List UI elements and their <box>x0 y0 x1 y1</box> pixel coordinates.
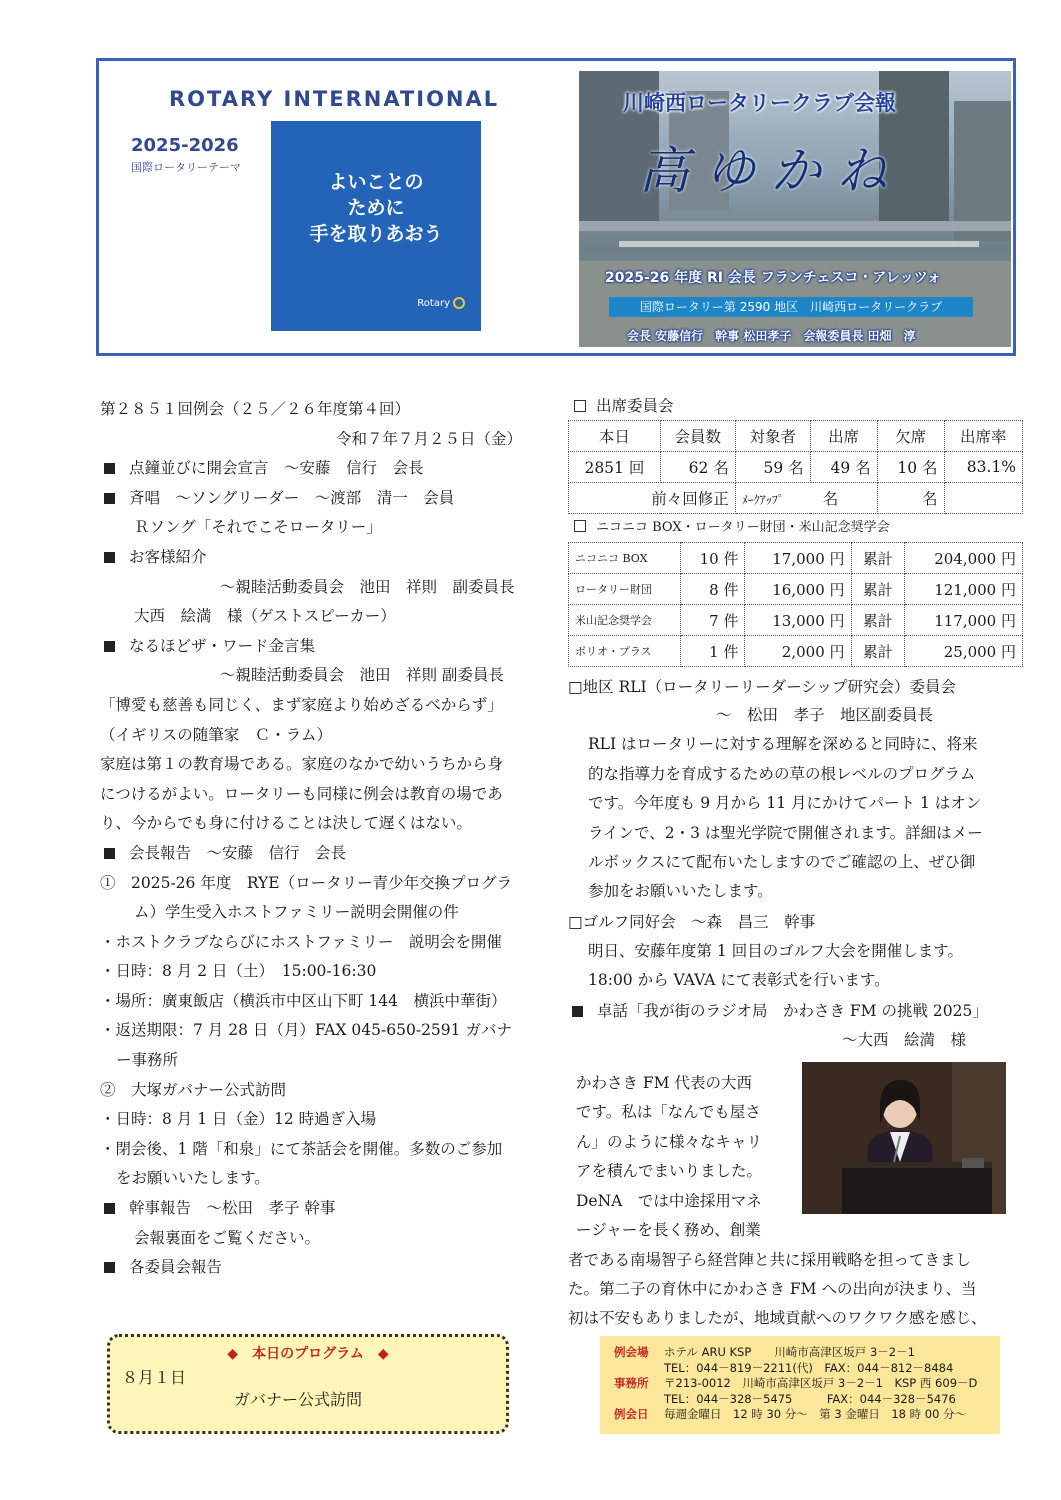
donation-row <box>569 543 1023 574</box>
district-bar: 国際ロータリー第 2590 地区 川崎西ロータリークラブ <box>609 297 973 317</box>
att-makeup-label: ﾒｰｸｱｯﾌﾟ <box>741 493 784 507</box>
minutes-line: 幹事報告 ～松田 孝子 幹事 <box>100 1194 545 1224</box>
theme-box <box>271 121 481 331</box>
text-line: た。第二子の育休中にかわさき FM への出向が決まり、当 <box>568 1279 977 1298</box>
donation-total-label: 累計 <box>851 636 905 667</box>
day-label: 例会日 <box>614 1407 649 1421</box>
minutes-line: ・返送期限：7 月 28 日（月）FAX 045-650-2591 ガバナ <box>100 1021 512 1040</box>
rli-title: □地区 RLI（ロータリーリーダーシップ研究会）委員会 <box>568 678 957 696</box>
minutes-line: 各委員会報告 <box>100 1253 545 1283</box>
att-makeup <box>735 483 877 514</box>
minutes-line: 会長報告 ～安藤 信行 会長 <box>100 839 545 869</box>
square-bullet-icon <box>572 1006 583 1017</box>
talk-speaker: ～大西 絵満 様 <box>842 1030 967 1049</box>
minutes-line: 第２８５１回例会（２５／２６年度第４回） <box>100 400 411 418</box>
talk-body-wide <box>568 1246 1023 1334</box>
theme-year: 2025-2026 <box>131 135 239 156</box>
minutes-line: ① 2025-26 年度 RYE（ロータリー青少年交換プログラ <box>100 873 513 892</box>
minutes-line: ・ホストクラブならびにホストファミリー 説明会を開催 <box>100 932 502 951</box>
donation-total-label: 累計 <box>851 605 905 636</box>
minutes-line: 会報裏面をご覧ください。 <box>134 1228 321 1247</box>
club-officers: 会長 安藤信行 幹事 松田孝子 会報委員長 田畑 淳 <box>627 329 916 343</box>
speaker-photo-illustration <box>802 1062 1006 1214</box>
donation-name: 米山記念奨学会 <box>569 605 681 636</box>
att-cell: 10 名 <box>877 452 944 483</box>
donation-count: 10 件 <box>680 543 745 574</box>
text-line: 参加をお願いいたします。 <box>588 882 773 901</box>
donation-row <box>569 605 1023 636</box>
donation-row <box>569 574 1023 605</box>
minutes-line: 大西 絵満 様（ゲストスピーカー） <box>134 607 396 626</box>
att-header: 会員数 <box>660 421 735 452</box>
square-bullet-icon <box>104 641 115 652</box>
minutes-line: ム）学生受入ホストファミリー説明会開催の件 <box>134 903 459 922</box>
checkbox-square-icon: □ <box>568 678 583 696</box>
office: 〒213-0012 川崎市高津区坂戸 3－2－1 KSP 西 609－D <box>664 1376 978 1390</box>
donation-amount: 17,000 円 <box>745 543 851 574</box>
donation-amount: 16,000 円 <box>745 574 851 605</box>
donation-total: 204,000 円 <box>905 543 1023 574</box>
rotary-logo <box>417 297 465 309</box>
donation-name: ロータリー財団 <box>569 574 681 605</box>
theme-label: 国際ロータリーテーマ <box>131 161 241 174</box>
text-line: DeNA では中途採用マネ <box>576 1191 762 1210</box>
meeting-day: 毎週金曜日 12 時 30 分～ 第 3 金曜日 18 時 00 分～ <box>664 1407 967 1421</box>
square-bullet-icon <box>104 552 115 563</box>
minutes-line: ・閉会後、1 階「和泉」にて茶話会を開催。多数のご参加 <box>100 1139 503 1158</box>
minutes-line: 家庭は第１の教育場である。家庭のなかで幼いうちから身 <box>100 755 504 774</box>
square-bullet-icon <box>104 848 115 859</box>
text-line: ルボックスにて配布いたしますのでご確認の上、ぜひ御 <box>588 853 976 872</box>
text-line: 明日、安藤年度第 1 回目のゴルフ大会を開催します。 <box>588 941 963 960</box>
newsletter-header <box>96 58 1016 356</box>
text-line: ラインで、2・3 は聖光学院で開催されます。詳細はメー <box>588 823 983 842</box>
program-item: ガバナー公式訪問 <box>234 1390 363 1409</box>
donations-table <box>568 542 1023 667</box>
square-bullet-icon <box>104 1203 115 1214</box>
donation-name: ニコニコ BOX <box>569 543 681 574</box>
minutes-line: 斉唱 ～ソングリーダー ～渡部 清一 会員 <box>100 484 545 514</box>
donation-count: 7 件 <box>680 605 745 636</box>
text-line: 初は不安もありましたが、地域貢献へのワクワク感を感じ、 <box>568 1309 987 1328</box>
minutes-line: なるほどザ・ワード金言集 <box>100 632 545 662</box>
minutes-line: ② 大塚ガバナー公式訪問 <box>100 1080 287 1099</box>
donation-total: 121,000 円 <box>905 574 1023 605</box>
minutes-line: ・日時：8 月 2 日（土） 15:00-16:30 <box>100 962 377 981</box>
donation-row <box>569 636 1023 667</box>
minutes-line: 令和７年７月２５日（金） <box>336 429 523 448</box>
donations-title: ニコニコ BOX・ロータリー財団・米山記念奨学会 <box>568 514 1023 542</box>
att-header: 欠席 <box>877 421 944 452</box>
donation-count: 1 件 <box>680 636 745 667</box>
donation-name: ポリオ・プラス <box>569 636 681 667</box>
donation-total: 25,000 円 <box>905 636 1023 667</box>
att-cell: 62 名 <box>660 452 735 483</box>
text-line: です。今年度も 9 月から 11 月にかけてパート 1 はオン <box>588 794 982 813</box>
club-script-title: 高ゆかね <box>639 142 903 200</box>
minutes-line: をお願いいたします。 <box>116 1169 270 1188</box>
club-info-box <box>600 1336 1000 1434</box>
checkbox-square-icon: □ <box>568 912 583 931</box>
att-cell: 2851 回 <box>569 452 661 483</box>
donation-total: 117,000 円 <box>905 605 1023 636</box>
att-absent-unit: 名 <box>877 483 944 514</box>
minutes-line: ～親睦活動委員会 池田 祥則 副委員長 <box>220 577 515 596</box>
att-header: 本日 <box>569 421 661 452</box>
text-line: かわさき FM 代表の大西 <box>576 1074 752 1093</box>
minutes-line: ・日時：8 月 1 日（金）12 時過ぎ入場 <box>100 1110 377 1129</box>
minutes-line: り、今からでも身に付けることは決して遅くはない。 <box>100 814 472 833</box>
golf-title: □ゴルフ同好会 ～森 昌三 幹事 <box>568 912 816 931</box>
rli-speaker: ～ 松田 孝子 地区副委員長 <box>716 706 934 724</box>
club-title: 川崎西ロータリークラブ会報 <box>623 91 896 115</box>
att-header: 出席 <box>810 421 877 452</box>
minutes-line: 「博愛も慈善も同じく、まず家庭より始めざるべからず」 <box>100 695 503 714</box>
office-tel: TEL：044－328－5475 FAX：044－328－5476 <box>664 1391 956 1406</box>
minutes-line: ～親睦活動委員会 池田 祥則 副委員長 <box>220 666 504 685</box>
checkbox-square-icon <box>574 400 586 412</box>
text-line: RLI はロータリーに対する理解を深めると同時に、将来 <box>588 735 978 754</box>
att-header: 対象者 <box>735 421 810 452</box>
text-line: 的な指導力を育成するための草の根レベルのプログラム <box>588 764 976 783</box>
attendance-table <box>568 420 1023 514</box>
donation-amount: 2,000 円 <box>745 636 851 667</box>
text-line: ージャーを長く務め、創業 <box>576 1221 761 1240</box>
donation-total-label: 累計 <box>851 574 905 605</box>
att-cell: 83.1% <box>944 452 1022 483</box>
speaker-photo <box>802 1062 1006 1214</box>
text-line: ん」のように様々なキャリ <box>576 1132 763 1151</box>
minutes-line: お客様紹介 <box>100 543 545 573</box>
program-box <box>107 1334 509 1434</box>
program-date: ８月１日 <box>122 1368 187 1387</box>
donation-amount: 13,000 円 <box>745 605 851 636</box>
minutes-line: ・場所：廣東飯店（横浜市中区山下町 144 横浜中華街） <box>100 991 507 1010</box>
donation-total-label: 累計 <box>851 543 905 574</box>
venue-tel: TEL：044－819－2211(代) FAX：044－812－8484 <box>664 1360 954 1375</box>
square-bullet-icon <box>104 493 115 504</box>
att-cell: 49 名 <box>810 452 877 483</box>
golf-body <box>568 937 1023 996</box>
text-line: 者である南場智子ら経営陣と共に採用戦略を担ってきまし <box>568 1250 972 1269</box>
text-line: です。私は「なんでも屋さ <box>576 1103 761 1122</box>
talk-title: 卓話「我が街のラジオ局 かわさき FM の挑戦 2025」 <box>568 996 1023 1026</box>
program-title: ◆ 本日のプログラム ◆ <box>227 1346 389 1362</box>
minutes-line: ー事務所 <box>116 1051 179 1070</box>
text-line: 18:00 から VAVA にて表彰式を行います。 <box>588 971 890 990</box>
ri-title: ROTARY INTERNATIONAL <box>169 87 500 111</box>
station-photo <box>579 71 1011 347</box>
square-bullet-icon <box>104 463 115 474</box>
meeting-minutes <box>100 395 545 1283</box>
office-label: 事務所 <box>614 1376 649 1390</box>
venue: ホテル ARU KSP 川崎市高津区坂戸 3－2－1 <box>664 1345 915 1359</box>
attendance-title: 出席委員会 <box>568 392 1023 420</box>
donation-count: 8 件 <box>680 574 745 605</box>
rotary-wheel-icon <box>453 297 465 309</box>
theme-text: よいことの ために 手を取りあおう <box>309 171 443 245</box>
text-line: アを積んでまいりました。 <box>576 1162 763 1181</box>
att-correction-label: 前々回修正 <box>569 483 736 514</box>
att-empty <box>944 483 1022 514</box>
venue-label: 例会場 <box>614 1345 649 1359</box>
att-cell: 59 名 <box>735 452 810 483</box>
rotary-logo-text: Rotary <box>417 298 450 309</box>
minutes-line: （イギリスの随筆家 Ｃ・ラム） <box>100 725 333 744</box>
minutes-line: につけるがよい。ロータリーも同様に例会は教育の場であ <box>100 784 503 803</box>
ri-president: 2025-26 年度 RI 会長 フランチェスコ・アレッツォ <box>605 270 942 286</box>
checkbox-square-icon <box>574 520 586 532</box>
rli-body <box>568 730 1023 906</box>
att-header: 出席率 <box>944 421 1022 452</box>
minutes-line: 点鐘並びに開会宣言 ～安藤 信行 会長 <box>100 454 545 484</box>
minutes-line: Ｒソング「それでこそロータリー」 <box>134 518 382 537</box>
att-makeup-unit: 名 <box>822 490 839 508</box>
square-bullet-icon <box>104 1262 115 1273</box>
